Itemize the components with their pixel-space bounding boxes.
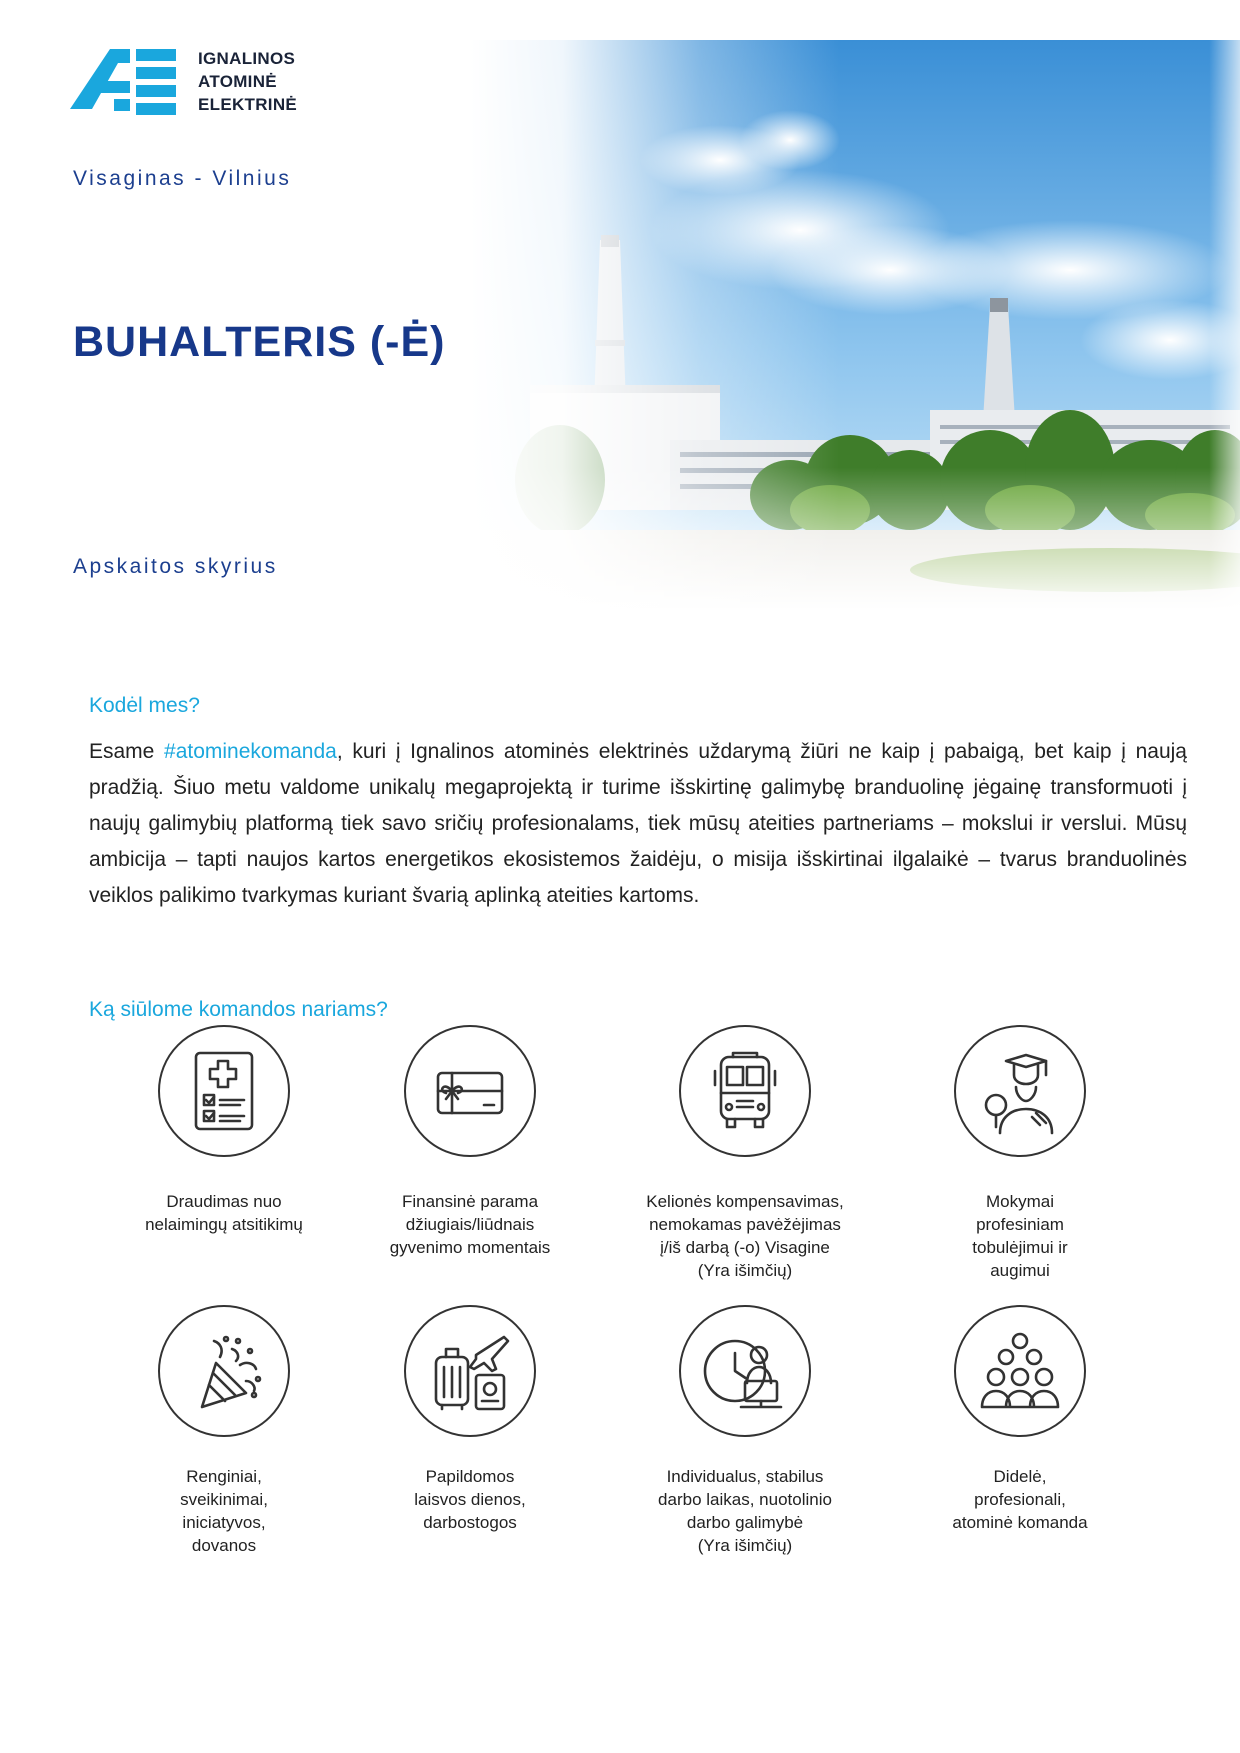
benefit-label-line: Kelionės kompensavimas,: [646, 1192, 844, 1211]
benefit-label-line: (Yra išimčių): [697, 1261, 793, 1280]
benefit-label-line: Individualus, stabilus: [666, 1467, 824, 1486]
intro-prefix: Esame: [89, 740, 165, 763]
benefit-label-line: laisvos dienos,: [414, 1490, 526, 1509]
logo-line: IGNALINOS: [198, 49, 296, 68]
benefit-label-line: darbostogos: [423, 1513, 517, 1532]
remote-work-clock-icon: [679, 1305, 811, 1437]
benefit-label-line: dovanos: [191, 1536, 257, 1555]
ae-logo-icon: [70, 47, 180, 117]
benefit-label-line: profesionali,: [974, 1490, 1066, 1509]
logo-line: ELEKTRINĖ: [198, 95, 298, 114]
benefit-label-line: darbo galimybė: [686, 1513, 804, 1532]
logo-line: ATOMINĖ: [198, 72, 277, 91]
benefit-label: [94, 1190, 354, 1236]
benefit-label-line: gyvenimo momentais: [389, 1238, 551, 1257]
benefit-label-line: Finansinė parama: [401, 1192, 539, 1211]
insurance-document-icon: [158, 1025, 290, 1157]
benefit-label: [890, 1190, 1150, 1282]
why-us-heading: Kodėl mes?: [89, 694, 200, 717]
benefit-label-line: atominė komanda: [952, 1513, 1088, 1532]
benefits-heading: Ką siūlome komandos nariams?: [89, 998, 388, 1021]
benefit-label: [340, 1190, 600, 1259]
benefit-label-line: darbo laikas, nuotolinio: [658, 1490, 832, 1509]
job-location: Visaginas - Vilnius: [73, 167, 292, 190]
benefit-label-line: (Yra išimčių): [697, 1536, 793, 1555]
company-logo[interactable]: [70, 47, 330, 117]
benefit-label: [890, 1465, 1150, 1534]
graduate-icon: [954, 1025, 1086, 1157]
benefit-label-line: Draudimas nuo: [166, 1192, 282, 1211]
benefit-label-line: Didelė,: [993, 1467, 1047, 1486]
team-icon: [954, 1305, 1086, 1437]
company-description: [89, 734, 1187, 914]
benefit-label-line: nemokamas pavėžėjimas: [649, 1215, 841, 1234]
gift-card-icon: [404, 1025, 536, 1157]
benefit-label: [615, 1190, 875, 1282]
benefit-label-line: Renginiai,: [186, 1467, 262, 1486]
benefit-label: [340, 1465, 600, 1534]
hashtag-link[interactable]: #atominekomanda: [164, 740, 337, 763]
benefit-label-line: Mokymai: [985, 1192, 1054, 1211]
benefit-label-line: džiugiais/liūdnais: [405, 1215, 535, 1234]
benefit-label-line: profesiniam: [976, 1215, 1064, 1234]
benefit-label-line: į/iš darbą (-o) Visagine: [660, 1238, 830, 1257]
benefit-label-line: tobulėjimui ir: [972, 1238, 1068, 1257]
benefit-label: [94, 1465, 354, 1557]
bus-icon: [679, 1025, 811, 1157]
benefit-label-line: iniciatyvos,: [182, 1513, 266, 1532]
benefit-label-line: Papildomos: [425, 1467, 515, 1486]
intro-text: , kuri į Ignalinos atominės elektrinės uždarymą žiūri ne kaip į pabaigą, bet kaip į naują pradžią. Šiuo metu valdome unikalų megaprojektą ir turime išskirtinę galimybę branduolinę jėgainę transformuoti į naujų galimybių platformą tiek savo sričių profesionalams, tiek mūsų ateities partneriams – mokslui ir verslui. Mūsų ambicija – tapti naujos kartos energetikos ekosistemos žaidėju, o misija išskirtinai ilgalaikė – tvarus branduolinės veiklos palikimo tvarkymas kuriant švarią aplinką ateities kartoms.: [89, 740, 1187, 907]
travel-luggage-icon: [404, 1305, 536, 1437]
job-title: BUHALTERIS (-Ė): [73, 318, 446, 366]
logo-wordmark: [198, 47, 297, 116]
benefit-label-line: nelaimingų atsitikimų: [145, 1215, 303, 1234]
benefit-label-line: augimui: [990, 1261, 1050, 1280]
power-plant-photo: [470, 40, 1240, 610]
benefit-label: [615, 1465, 875, 1557]
benefit-label-line: sveikinimai,: [180, 1490, 268, 1509]
party-popper-icon: [158, 1305, 290, 1437]
department-name: Apskaitos skyrius: [73, 555, 278, 578]
